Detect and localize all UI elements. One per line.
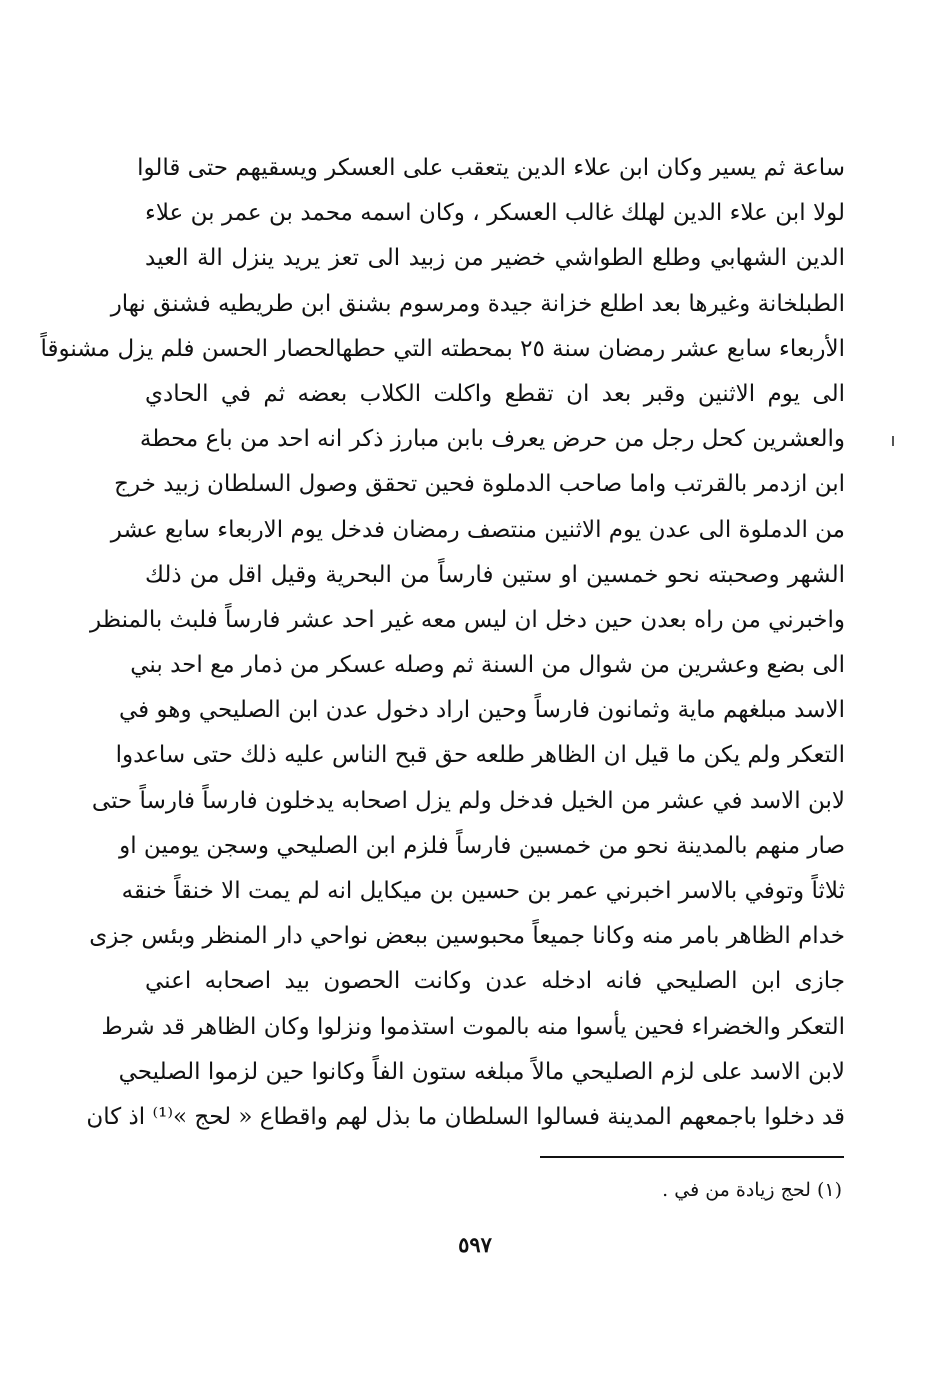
text-line: لابن الاسد في عشر من الخيل فدخل ولم يزل اصحابه يدخلون فارساً فارساً حتى	[91, 787, 845, 814]
text-line: ثلاثاً وتوفي بالاسر اخبرني عمر بن حسين بن ميكايل انه لم يمت الا خنقاً خنقه	[121, 878, 845, 904]
text-line: ابن ازدمر بالقرتب واما صاحب الدملوة فحين تحقق وصول السلطان زبيد خرج	[114, 471, 845, 498]
text-line: الى يوم الاثنين وقبر بعد ان تقطع واكلت الكلاب بعضه ثم في الحادي	[145, 380, 845, 407]
text-line: قد دخلوا باجمعهم المدينة فسالوا السلطان ما بذل لهم واقطاع « لحج »⁽¹⁾ اذ كان	[86, 1103, 845, 1130]
footnote: (١) لحج زيادة من في .	[662, 1179, 842, 1201]
text-line: جازى ابن الصليحي فانه ادخله عدن وكانت الحصون بيد اصحابه اعني	[145, 968, 845, 995]
text-line: ساعة ثم يسير وكان ابن علاء الدين يتعقب على العسكر ويسقيهم حتى قالوا	[137, 155, 845, 181]
page-number: ٥٩٧	[458, 1232, 492, 1257]
text-line: لابن الاسد على لزم الصليحي مالاً مبلغه ستون الفاً وكانوا حين لزموا الصليحي	[118, 1058, 845, 1085]
margin-speck	[892, 436, 894, 446]
text-line: واخبرني من راه بعدن حين دخل ان ليس معه غير احد عشر فارساً فلبث بالمنظر	[90, 606, 845, 633]
text-line: الطبلخانة وغيرها بعد اطلع خزانة جيدة ومرسوم بشنق ابن طريطيه فشنق نهار	[110, 290, 845, 317]
footnote-separator-rule	[540, 1156, 844, 1158]
text-line: الشهر وصحبته نحو خمسين او ستين فارساً من البحرية وقيل اقل من ذلك	[145, 561, 845, 588]
text-line: الأربعاء سابع عشر رمضان سنة ٢٥ بمحطته التي حطهالحصار الحسن فلم يزل مشنوقاً	[40, 335, 845, 362]
text-line: خدام الظاهر بامر منه وكانا جميعاً محبوسين ببعض نواحي دار المنظر وبئس جزى	[89, 923, 845, 950]
text-line: لولا ابن علاء الدين لهلك غالب العسكر ، وكان اسمه محمد بن عمر بن علاء	[145, 200, 845, 227]
text-line: الى بضع وعشرين من شوال من السنة ثم وصله عسكر من ذمار مع احد بني	[130, 652, 845, 679]
text-line: والعشرين كحل رجل من حرض يعرف بابن مبارز ذكر انه احد من باع محطة	[139, 426, 845, 453]
text-line: الاسد مبلغهم ماية وثمانون فارساً وحين اراد دخول عدن ابن الصليحي وهو في	[118, 697, 845, 724]
text-line: صار منهم بالمدينة نحو من خمسين فارساً فلزم ابن الصليحي وسجن يومين او	[119, 832, 845, 859]
text-line: التعكر ولم يكن ما قيل ان الظاهر طلعه حق قبح الناس عليه ذلك حتى ساعدوا	[115, 742, 845, 769]
main-text-block	[40, 146, 845, 1140]
text-line: من الدملوة الى عدن يوم الاثنين منتصف رمضان فدخل يوم الاربعاء سابع عشر	[110, 516, 845, 543]
text-line: التعكر والخضراء فحين يأسوا منه بالموت استذموا ونزلوا وكان الظاهر قد شرط	[101, 1013, 845, 1040]
text-line: الدين الشهابي وطلع الطواشي خضير من زبيد الى تعز يريد ينزل الة العيد	[145, 245, 845, 272]
